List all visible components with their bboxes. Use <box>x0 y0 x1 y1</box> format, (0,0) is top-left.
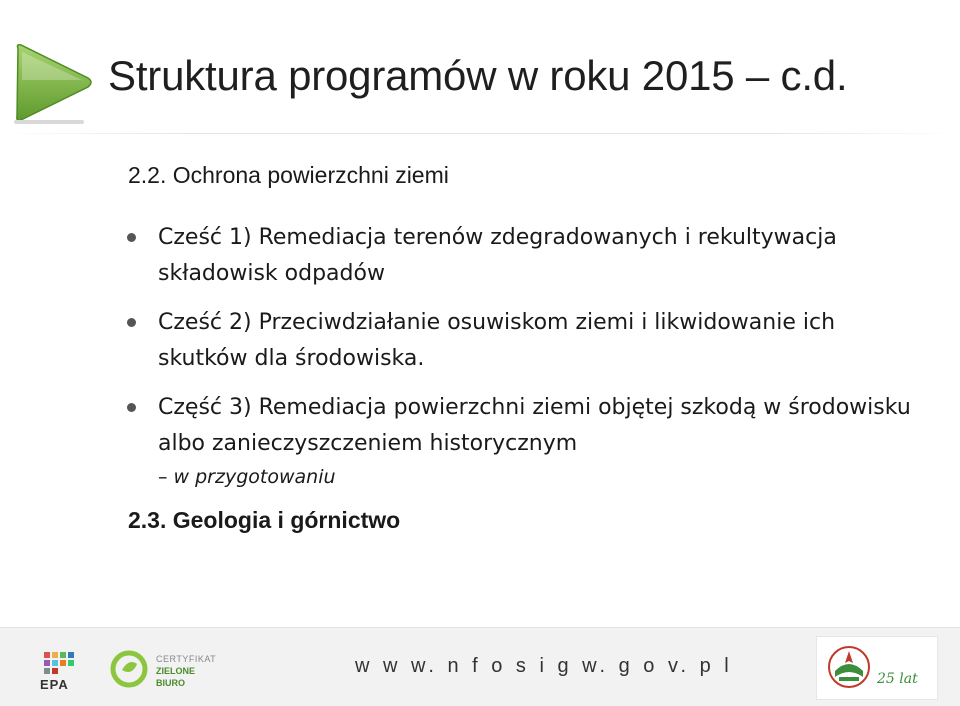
section-heading-2-3: 2.3. Geologia i górnictwo <box>128 507 401 533</box>
footer-url: w w w. n f o s i g w. g o v. p l <box>355 655 733 677</box>
slide-title: Struktura programów w roku 2015 – c.d. <box>108 52 848 99</box>
epa-label: EPA <box>40 677 69 692</box>
green-office-certificate <box>110 650 220 694</box>
play-arrow-icon <box>8 40 100 128</box>
bullet-dot <box>127 318 136 327</box>
bullet-text: Cześć 2) Przeciwdziałanie osuwiskom ziemi i likwidowanie ich skutków dla środowiska. <box>158 310 836 371</box>
bullet-item <box>158 390 928 462</box>
cert-line-1: CERTYFIKAT <box>156 654 217 664</box>
bullet-dot <box>127 403 136 412</box>
cert-line-3: BIURO <box>156 678 185 688</box>
status-note: – w przygotowaniu <box>158 466 336 488</box>
nfosigw-25-years-logo <box>816 636 938 700</box>
bullet-text: Część 3) Remediacja powierzchni ziemi objętej szkodą w środowisku albo zanieczyszczeniem historycznym <box>158 395 911 456</box>
cert-line-2: ZIELONE <box>156 666 196 676</box>
bullet-dot <box>127 233 136 242</box>
title-divider <box>0 133 960 134</box>
fos-25-text: 25 lat <box>877 671 918 687</box>
bullet-item <box>158 220 928 292</box>
green-office-certificate-logo <box>110 650 148 688</box>
section-heading-2-2: 2.2. Ochrona powierzchni ziemi <box>128 162 449 188</box>
bullet-item <box>158 305 928 377</box>
bullet-text: Cześć 1) Remediacja terenów zdegradowanych i rekultywacja składowisk odpadów <box>158 225 837 286</box>
